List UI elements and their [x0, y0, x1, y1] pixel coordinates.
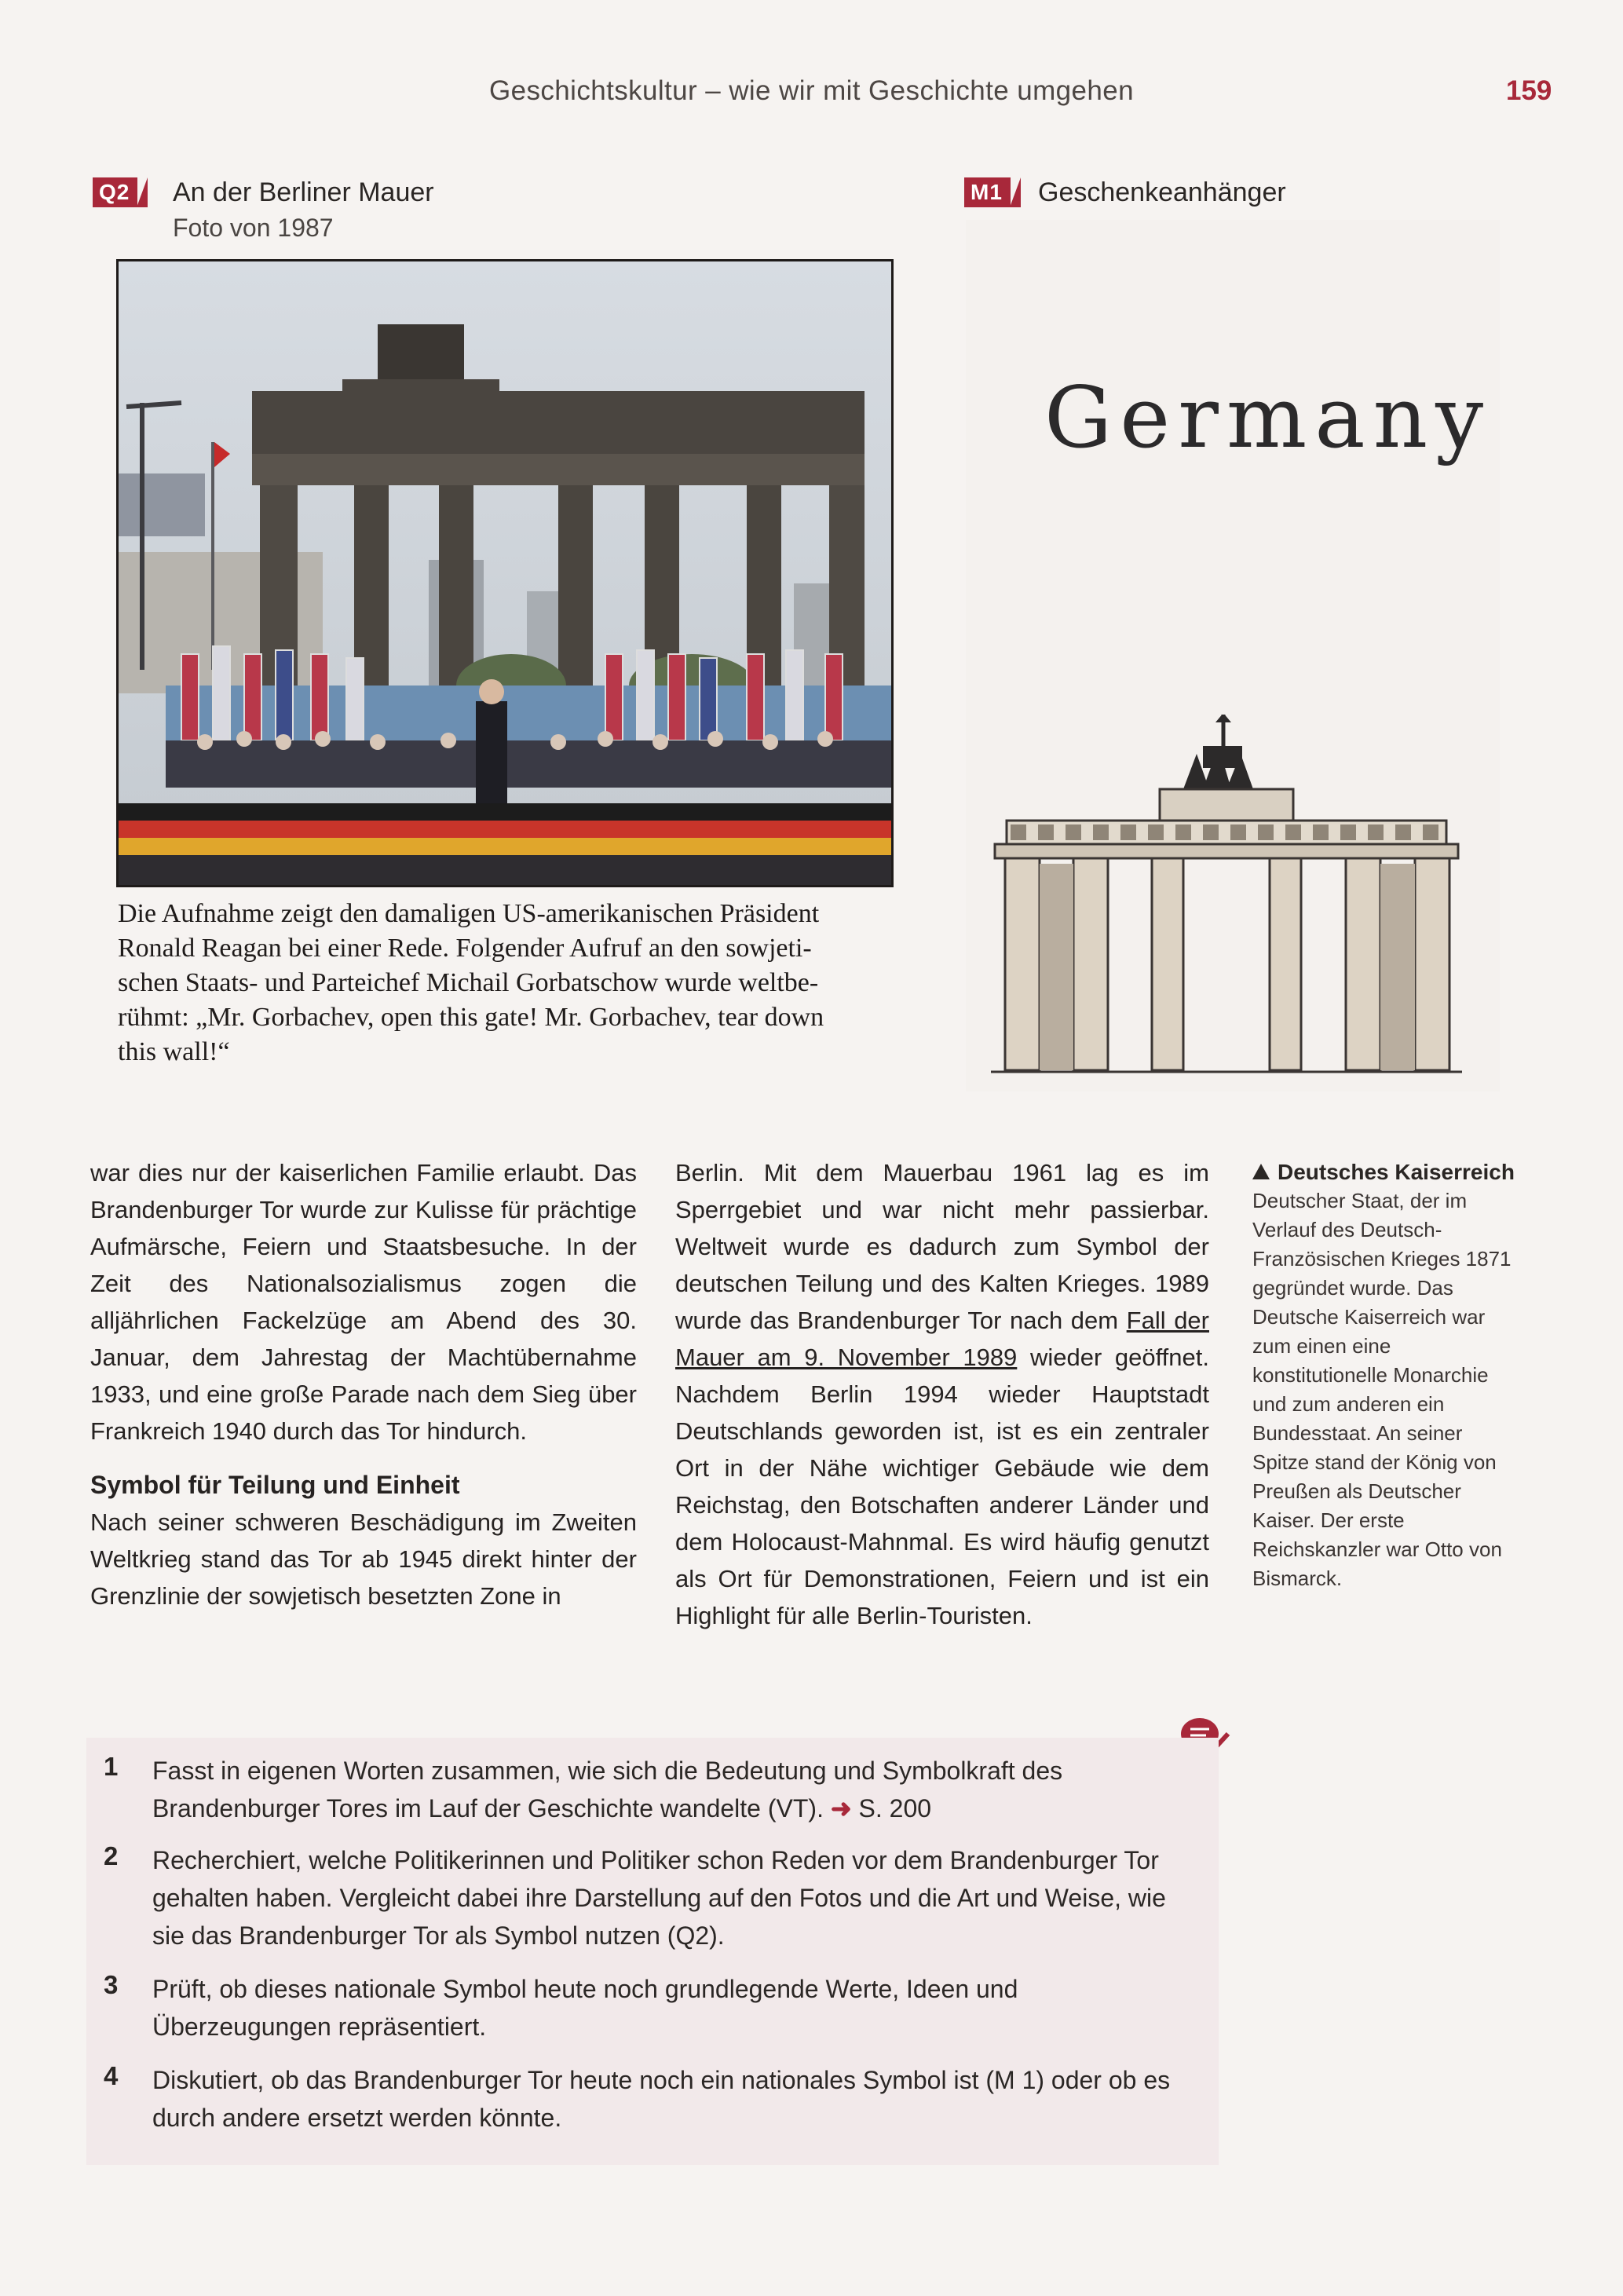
- q2-caption-line: rühmt: „Mr. Gorbachev, open this gate! Mr. Gorbachev, tear down: [118, 1003, 824, 1032]
- task-text: Diskutiert, ob das Brandenburger Tor heute noch ein nationales Symbol ist (M 1) oder ob es durch andere ersetzt werden könnte.: [152, 2066, 1171, 2132]
- q2-caption-line: Ronald Reagan bei einer Rede. Folgender Aufruf an den sowjeti-: [118, 934, 812, 963]
- task-text: [152, 1752, 1197, 1827]
- m1-title: Geschenkeanhänger: [1038, 177, 1286, 207]
- q2-title: An der Berliner Mauer: [173, 177, 434, 207]
- tag-slash-decoration: [137, 177, 148, 207]
- glossary-heading-text: Deutsches Kaiserreich: [1278, 1160, 1515, 1184]
- q2-caption: [118, 897, 895, 1069]
- glossary-text: Deutscher Staat, der im Verlauf des Deutsch-Französischen Krieges 1871 gegründet wurde. Das Deutsche Kaiserreich war zum einen eine konstitutionelle Monarchie und zum anderen ein Bundesstaat. An seiner Spitze stand der König von Preußen als Deutscher Kaiser. Der erste Reichskanzler war Otto von Bismarck.: [1252, 1189, 1512, 1590]
- page-number: 159: [1506, 75, 1552, 106]
- body-paragraph: war dies nur der kaiserlichen Familie erlaubt. Das Brandenburger Tor wurde zur Kulisse für prächtige Aufmärsche, Feiern und Staatsbesuche. In der Zeit des Nationalsozialismus zogen die alljährlichen Fackelzüge am Abend des 30. Januar, dem Jahrestag der Machtübernahme 1933, und eine große Parade nach dem Sieg über Frankreich 1940 durch das Tor hindurch.: [90, 1159, 637, 1445]
- germany-lettering: Germany: [1044, 369, 1492, 467]
- tasks-box: [86, 1738, 1219, 2165]
- q2-subtitle: Foto von 1987: [173, 214, 334, 242]
- task-text: Prüft, ob dieses nationale Symbol heute noch grundlegende Werte, Ideen und Überzeugungen repräsentiert.: [152, 1975, 1018, 2041]
- running-header: Geschichtskultur – wie wir mit Geschichte umgehen: [488, 75, 1135, 106]
- glossary-box: [1252, 1157, 1519, 1593]
- body-paragraph: [675, 1154, 1209, 1634]
- task-number: 4: [104, 2061, 119, 2090]
- task-text: Recherchiert, welche Politikerinnen und Politiker schon Reden vor dem Brandenburger Tor gehalten haben. Vergleicht dabei ihre Darstellung auf den Fotos und die Art und Weise, wie sie das Brandenburger Tor als Symbol nutzen (Q2).: [152, 1846, 1166, 1950]
- body-paragraph: Nach seiner schweren Beschädigung im Zweiten Weltkrieg stand das Tor ab 1945 direkt hinter der Grenzlinie der sowjetisch besetzten Zone in: [90, 1508, 637, 1610]
- glossary-heading: [1252, 1157, 1519, 1186]
- task-number: 3: [104, 1970, 119, 1999]
- web-link-fall-der-mauer[interactable]: Fall der Mauer am 9. November 1989: [675, 1307, 1209, 1371]
- arrow-right-icon: ➜: [830, 1794, 852, 1823]
- m1-label: [964, 177, 1021, 207]
- q2-caption-line: this wall!“: [118, 1037, 230, 1066]
- task-number: 1: [104, 1752, 119, 1781]
- brandenburg-gate-illustration: [991, 715, 1462, 1076]
- q2-caption-line: Die Aufnahme zeigt den damaligen US-amerikanischen Präsident: [118, 899, 820, 928]
- body-text: Berlin. Mit dem Mauerbau 1961 lag es im Sperrgebiet und war nicht mehr passierbar. Weltweit wurde es dadurch zum Symbol der deutschen Teilung und des Kalten Krieges. 1989 wurde das Brandenburger Tor nach dem: [675, 1159, 1209, 1334]
- task-page-reference[interactable]: S. 200: [858, 1794, 932, 1823]
- task-text-body: Fasst in eigenen Worten zusammen, wie sich die Bedeutung und Symbolkraft des Brandenburger Tores im Lauf der Geschichte wandelte (VT).: [152, 1757, 1063, 1823]
- body-column-1: [90, 1154, 637, 1614]
- q2-label: [93, 177, 148, 207]
- q2-photo-reagan-brandenburg-gate: [116, 259, 894, 887]
- m1-tag: M1: [964, 177, 1011, 207]
- q2-caption-line: schen Staats- und Parteichef Michail Gorbatschow wurde weltbe-: [118, 968, 819, 997]
- task-number: 2: [104, 1841, 119, 1870]
- q2-tag: Q2: [93, 177, 137, 207]
- body-column-2: [675, 1154, 1209, 1634]
- body-text: wieder geöffnet. Nachdem Berlin 1994 wieder Hauptstadt Deutschlands geworden ist, ist es ein zentraler Ort in der Nähe wichtiger Gebäude wie dem Reichstag, den Botschaften anderer Länder und dem Holocaust-Mahnmal. Es wird häufig genutzt als Ort für Demonstrationen, Feiern und ist ein Highlight für alle Berlin-Touristen.: [675, 1344, 1210, 1629]
- tag-slash-decoration: [1010, 177, 1021, 207]
- warning-triangle-icon: [1252, 1164, 1270, 1179]
- section-subheading: Symbol für Teilung und Einheit: [90, 1471, 460, 1499]
